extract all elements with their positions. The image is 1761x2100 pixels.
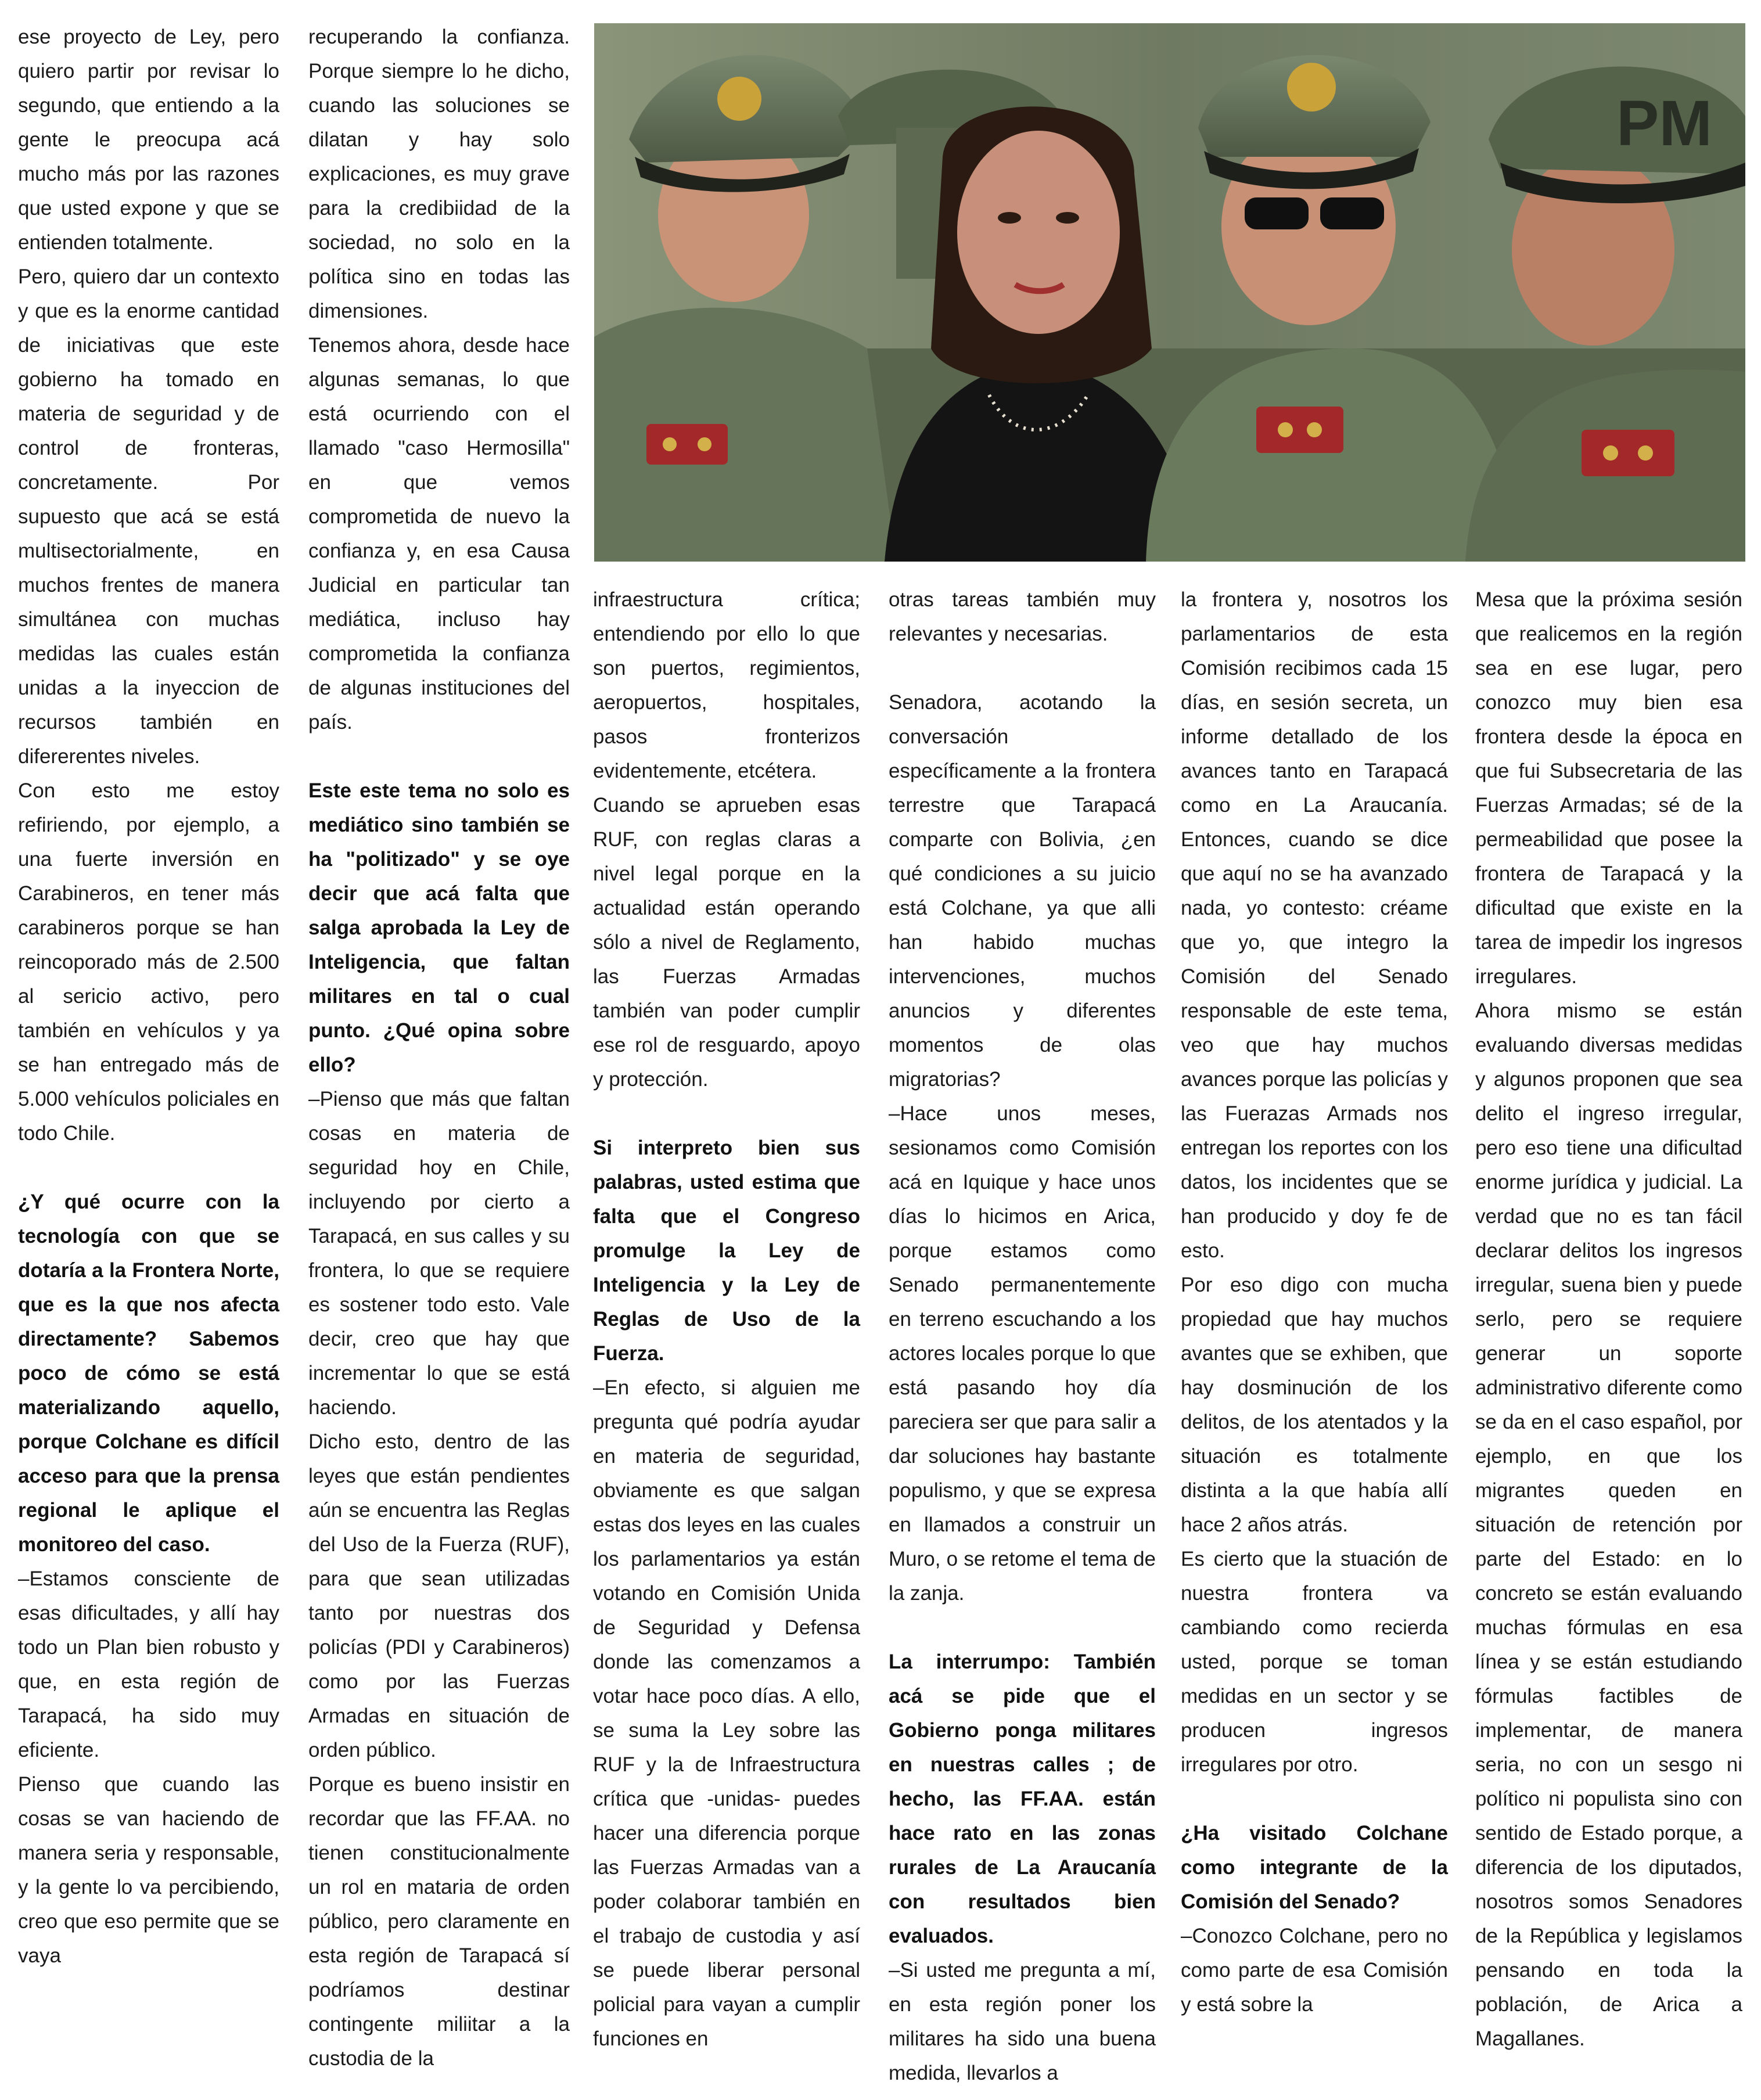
paragraph: Cuando se aprueben esas RUF, con reglas claras a nivel legal porque en la actualidad están operando sólo a nivel de Reglamento, las Fuerzas Armadas también van poder cumplir ese rol de resguardo, apoyo y protección. <box>593 794 860 1091</box>
paragraph: infraestructura crítica; entendiendo por ello lo que son puertos, regimientos, aeropuertos, hospitales, pasos fronterizos evidentemente, etcétera. <box>593 588 860 782</box>
paragraph: Ahora mismo se están evaluando diversas medidas y algunos proponen que sea delito el ingreso irregular, pero eso tiene una dificultad enorme jurídica y judicial. La verdad que no es tan fácil declarar delitos los ingresos irregular, suena bien y puede serlo, pero se requiere generar un soporte administrativo diferente como se da en el caso español, por ejemplo, en que los migrantes queden en situación de retención por parte del Estado: en lo concreto se están evaluando muchas fórmulas en esa línea y se están estudiando fórmulas factibles de implementar, de manera seria, no con un sesgo ni político ni populista sino con sentido de Estado porque, a diferencia de los diputados, nosotros somos Senadores de la República y legislamos pensando en toda la población, de Arica a Magallanes. <box>1475 999 1742 2050</box>
paragraph: –Hace unos meses, sesionamos como Comisión acá en Iquique y hace unos días lo hicimos en Arica, porque estamos como Senado permanentemente en terreno escuchando a los actores locales porque lo que está pasando hoy día pareciera ser que para salir a dar soluciones hay bastante populismo, y que se expresa en llamados a construir un Muro, o se retome el tema de la zanja. <box>889 1102 1156 1605</box>
paragraph: Es cierto que la stuación de nuestra frontera va cambiando como recierda usted, porque se toman medidas en un sector y se producen ingresos irregulares por otro. <box>1181 1548 1448 1776</box>
paragraph: la frontera y, nosotros los parlamentarios de esta Comisión recibimos cada 15 días, en sesión secreta, un informe detallado de los avances tanto en Tarapacá como en La Araucanía. Entonces, cuando se dice que aquí no se ha avanzado nada, yo contesto: créame que yo, que integro la Comisión del Senado responsable de este tema, veo que hay muchos avances porque las policías y las Fuerazas Armads nos entregan los reportes con los datos, los incidentes que se han producido y doy fe de esto. <box>1181 588 1448 1262</box>
interview-question: ¿Y qué ocurre con la tecnología con que se dotaría a la Frontera Norte, que es la que nos afecta directamente? Sabemos poco de cómo se está materializando aquello, porque Colchane es difícil acceso para que la prensa regional le aplique el monitoreo del caso. <box>18 1191 279 1556</box>
article-column-6 <box>1475 582 1742 2056</box>
paragraph: ese proyecto de Ley, pero quiero partir por revisar lo segundo, que entiendo a la gente le preocupa acá mucho más por las razones que usted expone y que se entienden totalmente. <box>18 26 279 254</box>
paragraph: –Conozco Colchane, pero no como parte de esa Comisión y está sobre la <box>1181 1925 1448 2016</box>
article-column-5 <box>1181 582 1448 2022</box>
article-column-2 <box>308 20 570 2076</box>
interview-question: ¿Ha visitado Colchane como integrante de la Comisión del Senado? <box>1181 1822 1448 1913</box>
paragraph: otras tareas también muy relevantes y necesarias. <box>889 588 1156 645</box>
paragraph: Por eso digo con mucha propiedad que hay muchos avantes que se exhiben, que hay dosminución de los delitos, de los atentados y la situación es totalmente distinta a la que había allí hace 2 años atrás. <box>1181 1274 1448 1536</box>
article-column-3 <box>593 582 860 2056</box>
paragraph: Dicho esto, dentro de las leyes que están pendientes aún se encuentra las Reglas del Uso de la Fuerza (RUF), para que sean utilizadas tanto por nuestras dos policías (PDI y Carabineros) como por las Fuerzas Armadas en situación de orden público. <box>308 1430 570 1761</box>
interview-question: Este este tema no solo es mediático sino también se ha "politizado" y se oye decir que acá falta que salga aprobada la Ley de Inteligencia, que faltan militares en tal o cual punto. ¿Qué opina sobre ello? <box>308 779 570 1076</box>
paragraph: –Estamos consciente de esas dificultades, y allí hay todo un Plan bien robusto y que, en esta región de Tarapacá, ha sido muy eficiente. <box>18 1567 279 1761</box>
paragraph: Senadora, acotando la conversación específicamente a la frontera terrestre que Tarapacá comparte con Bolivia, ¿en qué condiciones a su juicio está Colchane, ya que alli han habido muchas intervenciones, muchos anuncios y diferentes momentos de olas migratorias? <box>889 691 1156 1091</box>
article-column-4 <box>889 582 1156 2090</box>
interview-question: Si interpreto bien sus palabras, usted estima que falta que el Congreso promulge la Ley de Inteligencia y la Ley de Reglas de Uso de la Fuerza. <box>593 1137 860 1365</box>
paragraph: Porque es bueno insistir en recordar que las FF.AA. no tienen constitucionalmente un rol en mataria de orden público, pero claramente en esta región de Tarapacá sí podríamos destinar contingente miliitar a la custodia de la <box>308 1773 570 2070</box>
photo-illustration <box>594 23 1745 562</box>
paragraph: Mesa que la próxima sesión que realicemos en la región sea en ese lugar, pero conozco muy bien esa frontera desde la época en que fui Subsecretaria de las Fuerzas Armadas; sé de la permeabilidad que posee la frontera de Tarapacá y la dificultad que existe en la tarea de impedir los ingresos irregulares. <box>1475 588 1742 988</box>
paragraph: recuperando la confianza. Porque siempre lo he dicho, cuando las soluciones se dilatan y hay solo explicaciones, es muy grave para la credibiidad de la sociedad, no solo en la política sino en todas las dimensiones. <box>308 26 570 322</box>
paragraph: –Si usted me pregunta a mí, en esta región poner los militares ha sido una buena medida, llevarlos a <box>889 1959 1156 2084</box>
cap-lettering: PM <box>1616 88 1712 159</box>
paragraph: –En efecto, si alguien me pregunta qué podría ayudar en materia de seguridad, obviamente es que salgan estas dos leyes en las cuales los parlamentarios ya están votando en Comisión Unida de Seguridad y Defensa donde las comenzamos a votar hace poco días. A ello, se suma la Ley sobre las RUF y la de Infraestructura crítica que -unidas- puedes hacer una diferencia porque las Fuerzas Armadas van a poder colaborar también en el trabajo de custodia y así se puede liberar personal policial para vayan a cumplir funciones en <box>593 1376 860 2050</box>
article-column-1 <box>18 20 279 1973</box>
interview-question: La interrumpo: También acá se pide que el Gobierno ponga militares en nuestras calles ; de hecho, las FF.AA. están hace rato en las zonas rurales de La Araucanía con resultados bien evaluados. <box>889 1650 1156 1947</box>
paragraph: Pienso que cuando las cosas se van haciendo de manera seria y responsable, y la gente lo va percibiendo, creo que eso permite que se vaya <box>18 1773 279 1967</box>
paragraph: Tenemos ahora, desde hace algunas semanas, lo que está ocurriendo con el llamado "caso Hermosilla" en que vemos comprometida de nuevo la confianza y, en esa Causa Judicial en particular tan mediática, incluso hay comprometida la confianza de algunas instituciones del país. <box>308 334 570 733</box>
paragraph: Con esto me estoy refiriendo, por ejemplo, a una fuerte inversión en Carabineros, en tener más carabineros porque se han reincoporado más de 2.500 al sericio activo, pero también en vehículos y ya se han entregado más de 5.000 vehículos policiales en todo Chile. <box>18 779 279 1145</box>
paragraph: –Pienso que más que faltan cosas en materia de seguridad hoy en Chile, incluyendo por cierto a Tarapacá, en sus calles y su frontera, lo que se requiere es sostener todo esto. Vale decir, creo que hay que incrementar lo que se está haciendo. <box>308 1088 570 1419</box>
article-photo <box>594 23 1745 562</box>
paragraph: Pero, quiero dar un contexto y que es la enorme cantidad de iniciativas que este gobierno ha tomado en materia de seguridad y de control de fronteras, concretamente. Por supuesto que acá se está multisectorialmente, en muchos frentes de manera simultánea con muchas medidas las cuales están unidas a la inyeccion de recursos también en difererentes niveles. <box>18 265 279 768</box>
